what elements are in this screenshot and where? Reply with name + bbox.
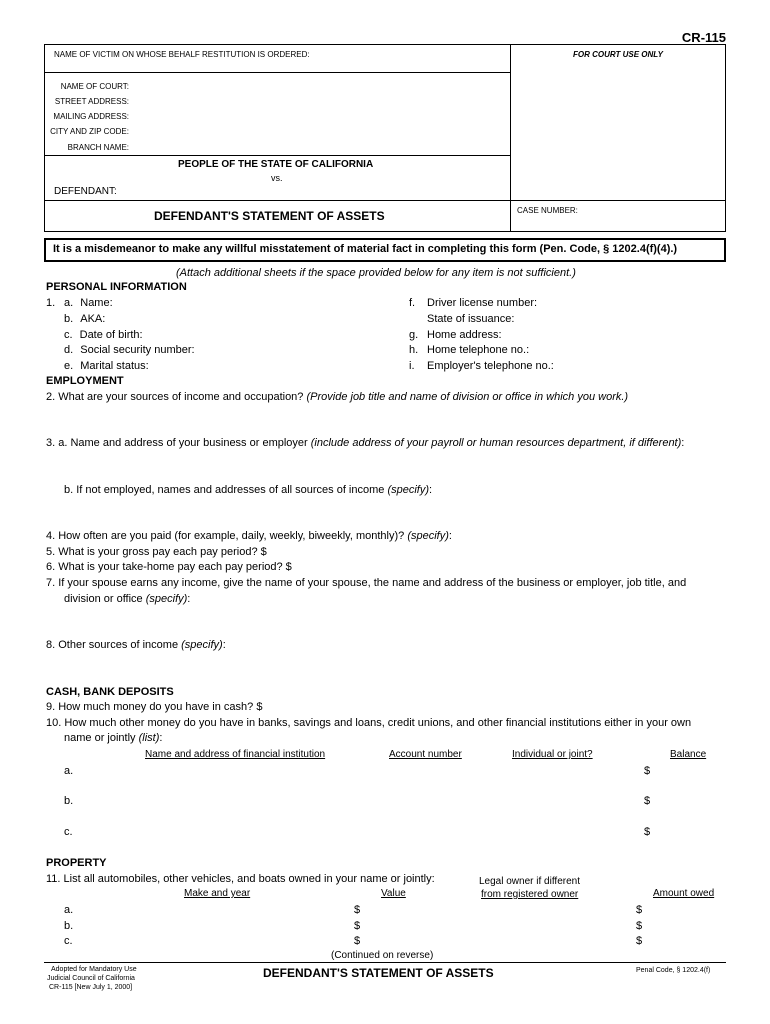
vehicle-row-a-value-dollar: $ <box>354 904 361 916</box>
col-joint: Individual or joint? <box>512 749 593 760</box>
vehicle-row-c-value-dollar: $ <box>354 935 361 947</box>
cash-heading: CASH, BANK DEPOSITS <box>46 686 174 698</box>
personal-left-e: e. Marital status: <box>64 360 149 372</box>
question-10-cont: name or jointly (list): <box>64 732 163 744</box>
legal-owner-label-2: from registered owner <box>481 889 579 900</box>
vehicle-row-c: c. <box>64 935 73 947</box>
legal-owner-label-1: Legal owner if different <box>479 876 580 887</box>
question-8: 8. Other sources of income (specify): <box>46 639 226 651</box>
branch-label: BRANCH NAME: <box>67 143 129 152</box>
vehicle-row-b-value-dollar: $ <box>354 920 361 932</box>
vehicle-row-c-owed-dollar: $ <box>636 935 643 947</box>
question-9: 9. How much money do you have in cash? $ <box>46 701 263 713</box>
bank-row-a: a. <box>64 765 74 777</box>
bank-row-b-dollar: $ <box>644 795 651 807</box>
victim-label: NAME OF VICTIM ON WHOSE BEHALF RESTITUTION IS ORDERED: <box>54 50 310 59</box>
form-id: CR-115 <box>681 30 726 45</box>
attach-note: (Attach additional sheets if the space provided below for any item is not sufficient.) <box>176 267 576 279</box>
adopted-line-2: Judicial Council of California <box>47 975 135 982</box>
vehicle-row-b: b. <box>64 920 74 932</box>
bank-row-c-dollar: $ <box>644 826 651 838</box>
question-11: 11. List all automobiles, other vehicles, and boats owned in your name or jointly: <box>46 873 435 885</box>
personal-right-i: i. <box>409 360 415 372</box>
vs-label: vs. <box>271 173 283 183</box>
employment-heading: EMPLOYMENT <box>46 375 124 387</box>
col-account: Account number <box>389 749 462 760</box>
col-make-year: Make and year <box>184 888 251 899</box>
vehicle-row-a-owed-dollar: $ <box>636 904 643 916</box>
question-2: 2. What are your sources of income and occupation? (Provide job title and name of division or office in which you work.) <box>46 391 629 403</box>
question-4: 4. How often are you paid (for example, daily, weekly, biweekly, monthly)? (specify): <box>46 530 452 542</box>
property-heading: PROPERTY <box>46 857 107 869</box>
personal-left-d: d. Social security number: <box>64 344 195 356</box>
personal-right-g: g. <box>409 329 419 341</box>
vehicle-row-a: a. <box>64 904 74 916</box>
question-7: 7. If your spouse earns any income, give the name of your spouse, the name and address of the business or employer, job title, and <box>46 577 687 589</box>
street-label: STREET ADDRESS: <box>54 97 129 106</box>
bank-row-a-dollar: $ <box>644 765 651 777</box>
personal-left-c: c. Date of birth: <box>64 329 143 341</box>
court-use-label: FOR COURT USE ONLY <box>573 50 663 59</box>
col-value: Value <box>381 888 406 899</box>
continued-note: (Continued on reverse) <box>331 950 434 961</box>
footer-title: DEFENDANT'S STATEMENT OF ASSETS <box>263 966 494 980</box>
adopted-line-1: Adopted for Mandatory Use <box>51 966 137 973</box>
state-issuance-label: State of issuance: <box>427 313 515 325</box>
col-balance: Balance <box>670 749 707 760</box>
question-10: 10. How much other money do you have in banks, savings and loans, credit unions, and other financial institutions either in your own <box>46 717 692 729</box>
mailing-label: MAILING ADDRESS: <box>53 112 129 121</box>
vehicle-row-b-owed-dollar: $ <box>636 920 643 932</box>
adopted-line-3: CR-115 [New July 1, 2000] <box>49 984 133 991</box>
employer-phone-label: Employer's telephone no.: <box>427 360 554 372</box>
question-7-cont: division or office (specify): <box>64 593 191 605</box>
question-6: 6. What is your take-home pay each pay period? $ <box>46 561 292 573</box>
footer-code: Penal Code, § 1202.4(f) <box>636 967 711 974</box>
bank-row-c: c. <box>64 826 73 838</box>
defendant-label: DEFENDANT: <box>54 186 117 197</box>
driver-license-label: Driver license number: <box>427 297 538 309</box>
home-phone-label: Home telephone no.: <box>427 344 530 356</box>
item-1-number: 1. <box>46 297 56 309</box>
personal-left-b: b. AKA: <box>64 313 106 325</box>
home-address-label: Home address: <box>427 329 502 341</box>
personal-left-a: a. Name: <box>64 297 113 309</box>
personal-right-f: f. <box>409 297 416 309</box>
city-zip-label: CITY AND ZIP CODE: <box>50 127 129 136</box>
warning-text: It is a misdemeanor to make any willful misstatement of material fact in completing this form (Pen. Code, § 1202.4(f)(4).) <box>53 243 678 255</box>
people-label: PEOPLE OF THE STATE OF CALIFORNIA <box>178 159 374 170</box>
col-institution: Name and address of financial institution <box>145 749 326 760</box>
question-3a: 3. a. Name and address of your business or employer (include address of your payroll or human resources department, if different): <box>46 437 685 449</box>
court-name-label: NAME OF COURT: <box>60 82 129 91</box>
form-title: DEFENDANT'S STATEMENT OF ASSETS <box>154 209 385 223</box>
question-3b: b. If not employed, names and addresses of all sources of income (specify): <box>64 484 433 496</box>
col-amount-owed: Amount owed <box>653 888 715 899</box>
bank-row-b: b. <box>64 795 74 807</box>
case-number-label: CASE NUMBER: <box>517 206 578 215</box>
personal-heading: PERSONAL INFORMATION <box>46 281 187 293</box>
question-5: 5. What is your gross pay each pay period? $ <box>46 546 267 558</box>
personal-right-h: h. <box>409 344 419 356</box>
